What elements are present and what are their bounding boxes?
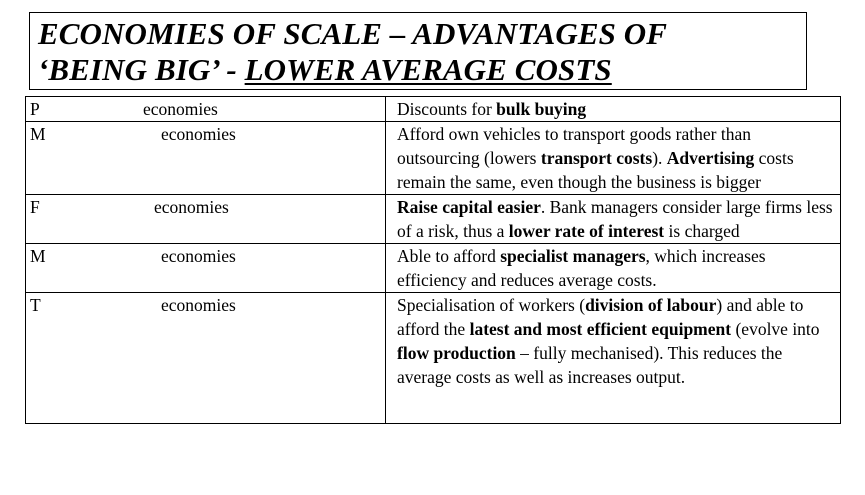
description-text: , which increases efficiency and reduces average costs. xyxy=(397,246,766,290)
economy-letter: F xyxy=(30,197,40,217)
economy-word: economies xyxy=(161,295,236,315)
economy-type-cell xyxy=(26,293,386,424)
description-text: – fully mechanised). This reduces the average costs as well as increases output. xyxy=(397,343,783,387)
title-line-2 xyxy=(38,52,806,88)
title-box xyxy=(29,12,807,90)
economy-letter: M xyxy=(30,246,46,266)
description-bold-text: transport costs xyxy=(540,148,653,168)
description-bold-text: lower rate of interest xyxy=(508,221,665,241)
economy-letter: M xyxy=(30,124,46,144)
description-bold-text: division of labour xyxy=(585,295,717,315)
economy-word: economies xyxy=(154,197,229,217)
table-row xyxy=(26,244,841,293)
economy-word: economies xyxy=(161,246,236,266)
economy-type-cell xyxy=(26,122,386,195)
description-text: is charged xyxy=(664,221,740,241)
description-bold-text: flow production xyxy=(397,343,516,363)
table-row xyxy=(26,122,841,195)
economies-table xyxy=(25,96,841,424)
description-cell xyxy=(386,97,841,122)
title-line-2-underlined: LOWER AVERAGE COSTS xyxy=(244,52,612,87)
description-text: Afford own vehicles to transport goods rather than outsourcing (lowers xyxy=(397,124,751,168)
description-bold-text: bulk buying xyxy=(496,99,587,119)
description-cell xyxy=(386,122,841,195)
table-row xyxy=(26,97,841,122)
description-text: ) and able to afford the xyxy=(397,295,804,339)
economy-letter: T xyxy=(30,295,41,315)
table-row xyxy=(26,195,841,244)
economy-type-cell xyxy=(26,195,386,244)
description-text: Specialisation of workers ( xyxy=(397,295,586,315)
description-text: Discounts for xyxy=(397,99,497,119)
economy-type-cell xyxy=(26,244,386,293)
table-row xyxy=(26,293,841,424)
description-bold-text: specialist managers xyxy=(500,246,646,266)
description-text: . Bank managers consider large firms less of a risk, thus a xyxy=(397,197,833,241)
description-cell xyxy=(386,293,841,424)
description-cell xyxy=(386,244,841,293)
title-line-2-prefix: ‘BEING BIG’ - xyxy=(38,52,245,87)
economy-type-cell xyxy=(26,97,386,122)
description-text: Able to afford xyxy=(397,246,501,266)
description-text: costs remain the same, even though the business is bigger xyxy=(397,148,794,192)
description-bold-text: Raise capital easier xyxy=(397,197,541,217)
description-bold-text: latest and most efficient equipment xyxy=(469,319,732,339)
description-text: (evolve into xyxy=(731,319,820,339)
economy-letter: P xyxy=(30,99,40,119)
description-cell xyxy=(386,195,841,244)
economy-word: economies xyxy=(161,124,236,144)
title-line-1: ECONOMIES OF SCALE – ADVANTAGES OF xyxy=(38,16,668,51)
description-text: ). xyxy=(652,148,667,168)
economy-word: economies xyxy=(143,99,218,119)
description-bold-text: Advertising xyxy=(666,148,755,168)
